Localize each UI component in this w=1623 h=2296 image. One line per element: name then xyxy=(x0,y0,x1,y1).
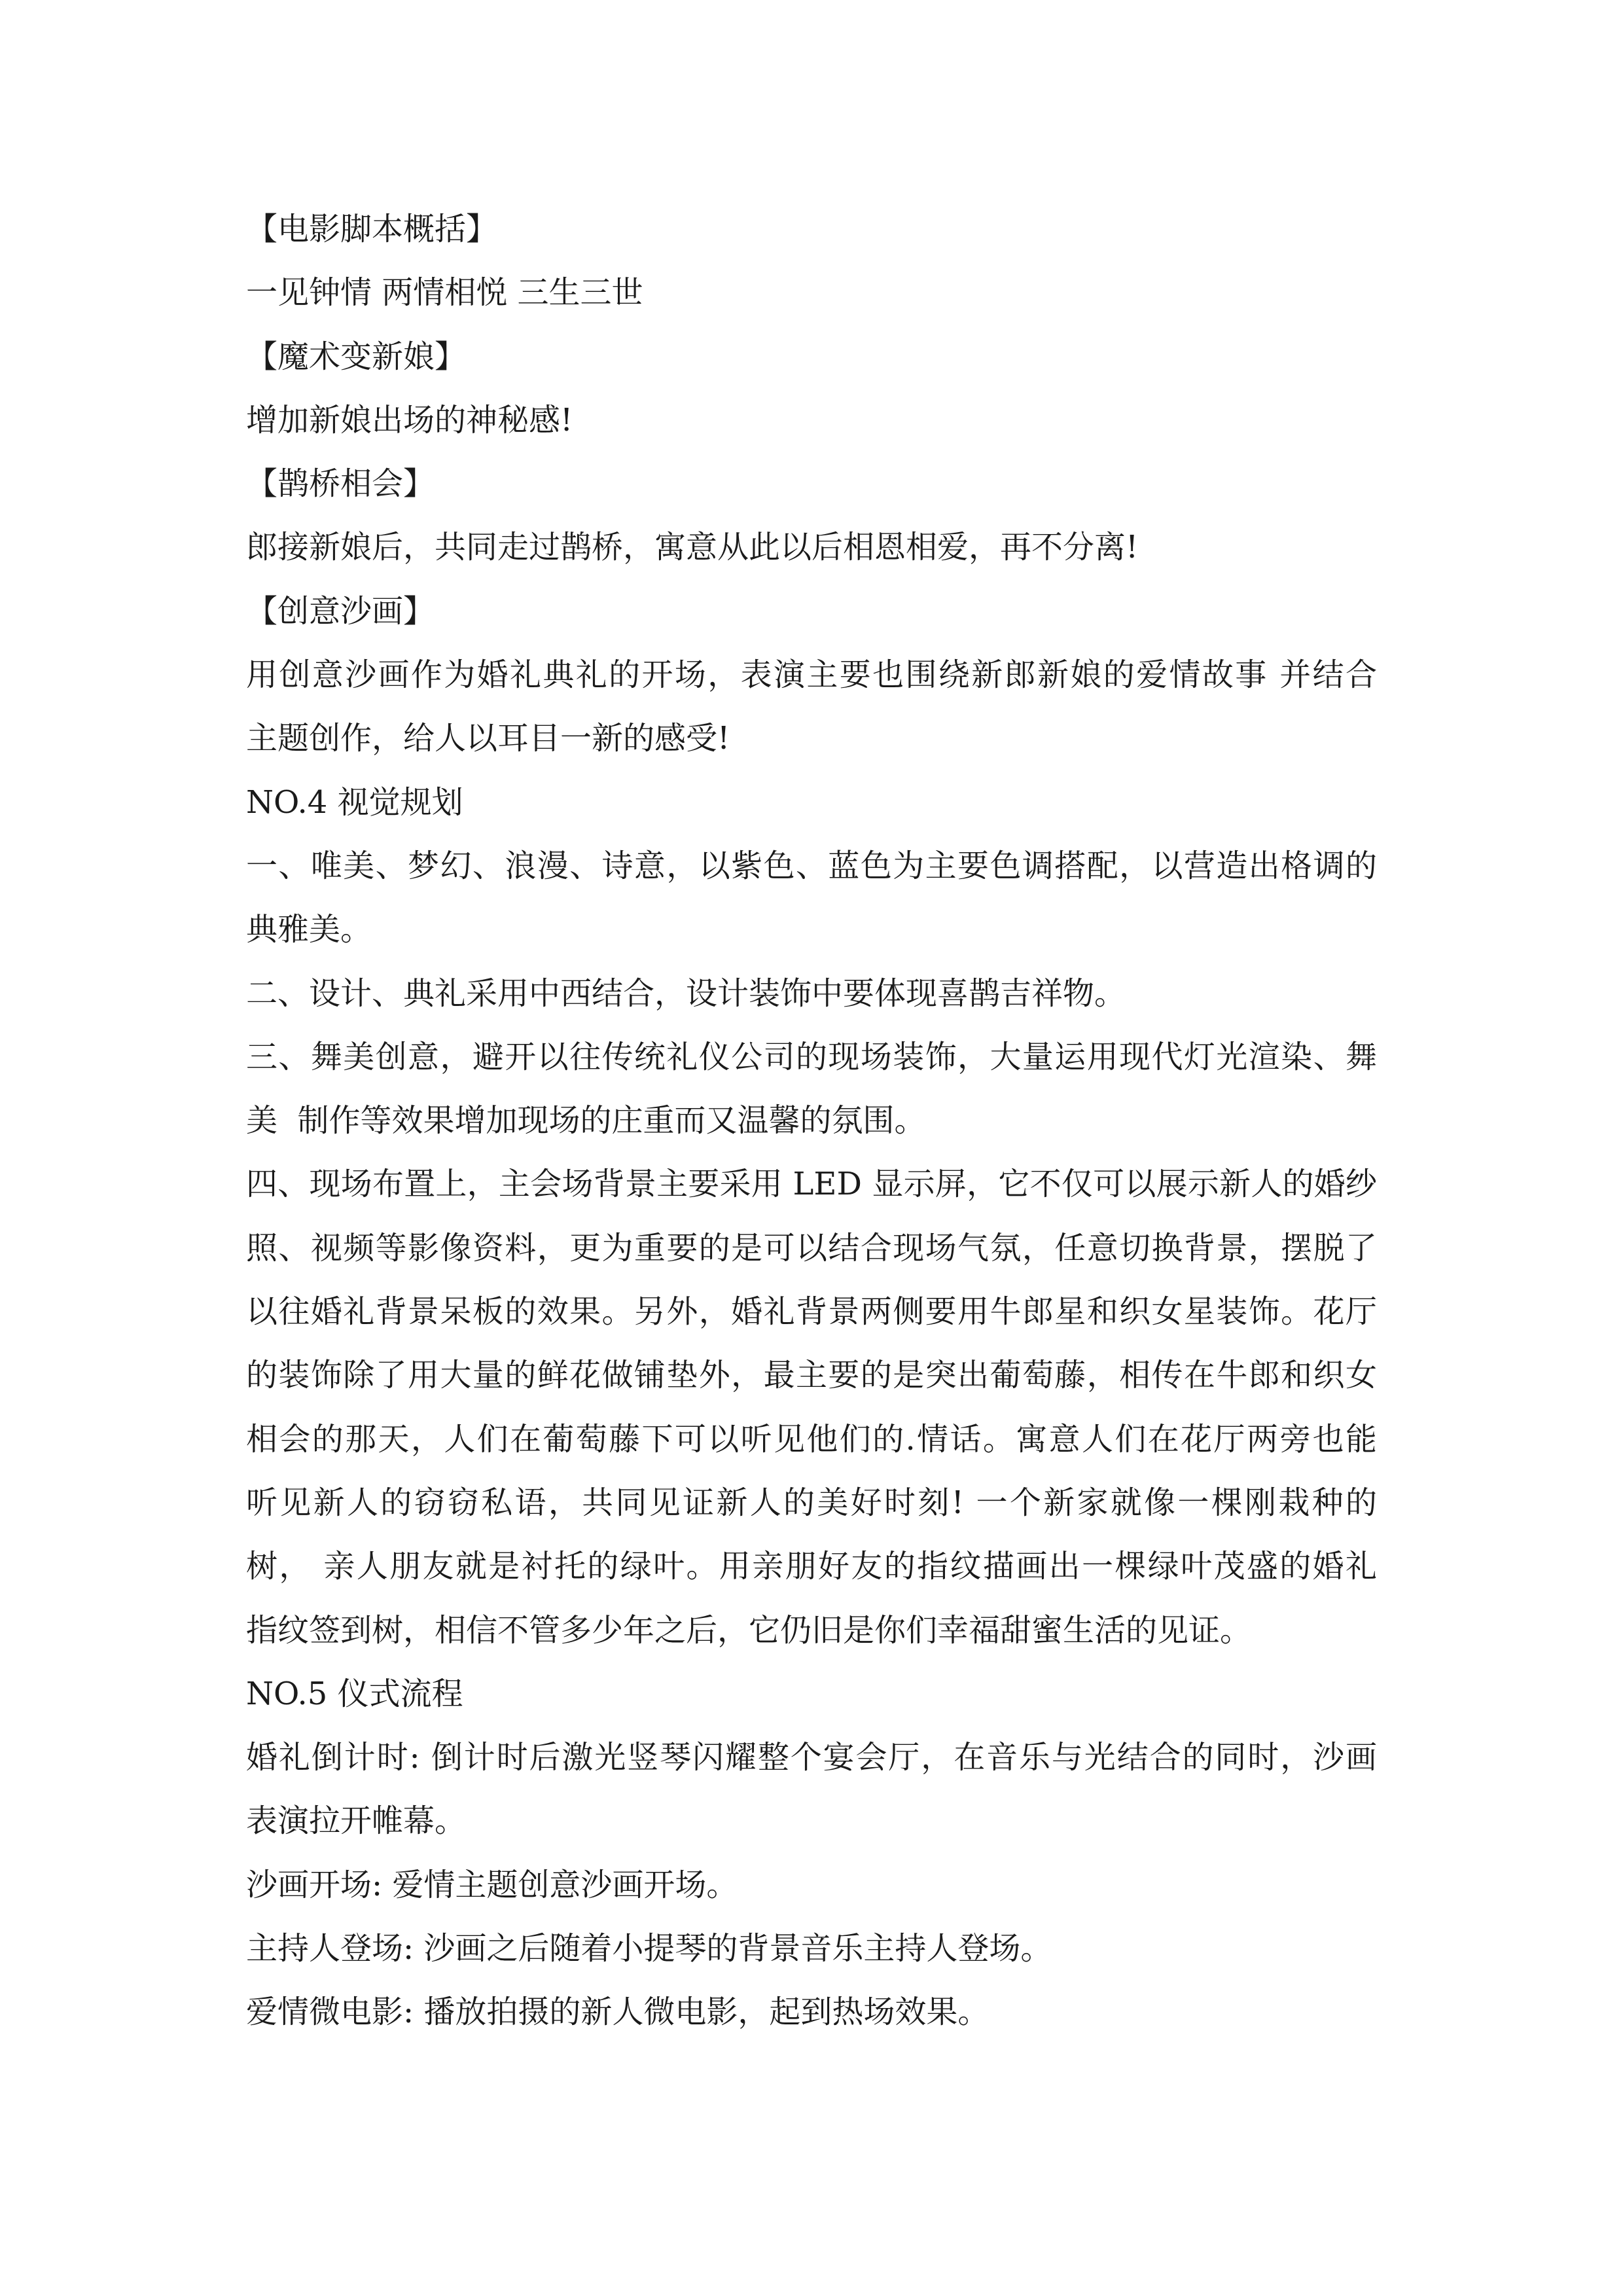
paragraph-line: 树， 亲人朋友就是衬托的绿叶。用亲朋好友的指纹描画出一棵绿叶茂盛的婚礼 xyxy=(246,1548,1377,1585)
paragraph-line: 听见新人的窃窃私语，共同见证新人的美好时刻! 一个新家就像一棵刚栽种的 xyxy=(246,1484,1377,1521)
paragraph-line: 沙画开场: 爱情主题创意沙画开场。 xyxy=(246,1866,738,1903)
paragraph-line: 增加新娘出场的神秘感! xyxy=(246,401,573,439)
paragraph-line: 典雅美。 xyxy=(246,911,372,948)
section-heading-film-script: 【电影脚本概括】 xyxy=(246,211,498,247)
paragraph-line: 照、视频等影像资料，更为重要的是可以结合现场气氛，任意切换背景，摆脱了 xyxy=(246,1229,1377,1266)
paragraph-line: 用创意沙画作为婚礼典礼的开场，表演主要也围绕新郎新娘的爱情故事 并结合 xyxy=(246,656,1377,694)
paragraph-line: 指纹签到树，相信不管多少年之后，它仍旧是你们幸福甜蜜生活的见证。 xyxy=(246,1611,1252,1649)
paragraph-line: 婚礼倒计时: 倒计时后激光竖琴闪耀整个宴会厅，在音乐与光结合的同时，沙画 xyxy=(246,1739,1377,1776)
paragraph-line: 主题创作，给人以耳目一新的感受! xyxy=(246,720,730,757)
section-heading-visual-planning: NO.4 视觉规划 xyxy=(246,783,463,821)
paragraph-line: 美 制作等效果增加现场的庄重而又温馨的氛围。 xyxy=(246,1102,926,1139)
paragraph-line: 爱情微电影: 播放拍摄的新人微电影，起到热场效果。 xyxy=(246,1994,990,2031)
paragraph-line: 表演拉开帷幕。 xyxy=(246,1803,467,1840)
paragraph-line: 的装饰除了用大量的鲜花做铺垫外，最主要的是突出葡萄藤，相传在牛郎和织女 xyxy=(246,1357,1377,1394)
paragraph-line: 郎接新娘后，共同走过鹊桥，寓意从此以后相恩相爱，再不分离! xyxy=(246,529,1139,566)
paragraph-line: 一见钟情 两情相悦 三生三世 xyxy=(246,274,643,312)
paragraph-line: 以往婚礼背景呆板的效果。另外，婚礼背景两侧要用牛郎星和织女星装饰。花厅 xyxy=(246,1293,1377,1331)
section-heading-magpie-bridge: 【鹊桥相会】 xyxy=(246,465,435,503)
paragraph-line: 一、唯美、梦幻、浪漫、诗意，以紫色、蓝色为主要色调搭配，以营造出格调的 xyxy=(246,847,1377,884)
paragraph-line: 相会的那天，人们在葡萄藤下可以听见他们的.情话。寓意人们在花厅两旁也能 xyxy=(246,1420,1377,1458)
section-heading-sand-painting: 【创意沙画】 xyxy=(246,592,435,630)
section-heading-ceremony-flow: NO.5 仪式流程 xyxy=(246,1675,463,1712)
document-body xyxy=(246,198,1377,2045)
paragraph-line: 二、设计、典礼采用中西结合，设计装饰中要体现喜鹊吉祥物。 xyxy=(246,975,1126,1012)
paragraph-line: 四、现场布置上，主会场背景主要采用 LED 显示屏，它不仅可以展示新人的婚纱 xyxy=(246,1166,1377,1203)
paragraph-line: 三、舞美创意，避开以往传统礼仪公司的现场装饰，大量运用现代灯光渲染、舞 xyxy=(246,1038,1377,1075)
paragraph-line: 主持人登场: 沙画之后随着小提琴的背景音乐主持人登场。 xyxy=(246,1930,1052,1967)
section-heading-magic-bride: 【魔术变新娘】 xyxy=(246,338,467,375)
